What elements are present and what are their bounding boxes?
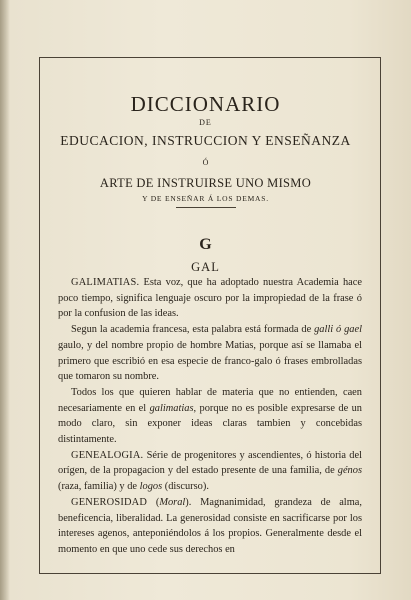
book-title: DICCIONARIO [130,92,281,116]
entry-galimatias [58,275,362,322]
entry-text: Segun la academia francesa, esta palabra está formada de [71,324,315,336]
entry-generosidad: GENEROSIDAD (Moral). Magnanimidad, grandeza de alma, beneficencia, liberalidad. La generosidad consiste en sacrificarse por los intereses agenos, anteponiéndolos á los propios. Generalmente desde el momento en que uno cede sus derechos en [58,496,362,555]
running-word: GAL [191,260,220,274]
italic-term: galli ó gael [314,324,362,336]
entries-body [58,275,362,558]
entry-text: gaulo, y del nombre propio de hombre Matias, porque así se llamaba el primero que escribió en esa especie de franco-galo ó frases embrolladas que tomaron su nombre. [58,339,362,383]
italic-term: génos [337,465,362,477]
title-connector-o: Ó [202,158,209,167]
title-rule [176,207,236,208]
title-connector-de: DE [199,118,212,127]
entry-text: , porque no es posible expresarse de un modo claro, sin exponer ideas claras tambien y concebidas distintamente. [58,402,362,446]
section-letter: G [199,236,212,253]
entry-text: Esta voz, que ha adoptado nuestra Academia hace poco tiempo, significa lenguaje oscuro por la impropiedad de la frase ó por la confusion de las ideas. [58,277,362,320]
entry-term: GALIMATIAS. [71,277,140,288]
entry-term: GENEROSIDAD [71,496,148,508]
entry-text: (raza, familia) y de [58,481,140,493]
book-alt-subtitle: Y DE ENSEÑAR Á LOS DEMAS. [142,194,269,203]
entry-paragraph [58,322,362,385]
spine-shadow [0,0,10,600]
entry-text: Série de progenitores y ascendientes, ó historia del orígen, de la propagacion y del estado presente de una familia, de [58,449,362,477]
entry-term: GENEALOGIA. [71,449,144,461]
book-alt-title: ARTE DE INSTRUIRSE UNO MISMO [99,176,312,190]
entry-text: . Magnanimidad, grandeza de alma, beneficencia, liberalidad. La generosidad consiste en sacrificarse por los intereses agenos, anteponiéndolos á los propios. Generalmente desde el momento en que uno cede sus derechos en [58,496,362,555]
italic-term: galimatias [149,402,194,414]
book-subtitle: EDUCACION, INSTRUCCION Y ENSEÑANZA [60,133,351,148]
italic-term: logos [139,481,163,493]
entry-text: (discurso). [162,481,209,493]
entry-text: Todos los que quieren hablar de materia que no entienden, caen necesariamente en el [58,386,362,414]
italic-qualifier: Moral [159,496,186,508]
entry-paragraph [58,385,362,448]
entry-genealogia [58,448,362,495]
